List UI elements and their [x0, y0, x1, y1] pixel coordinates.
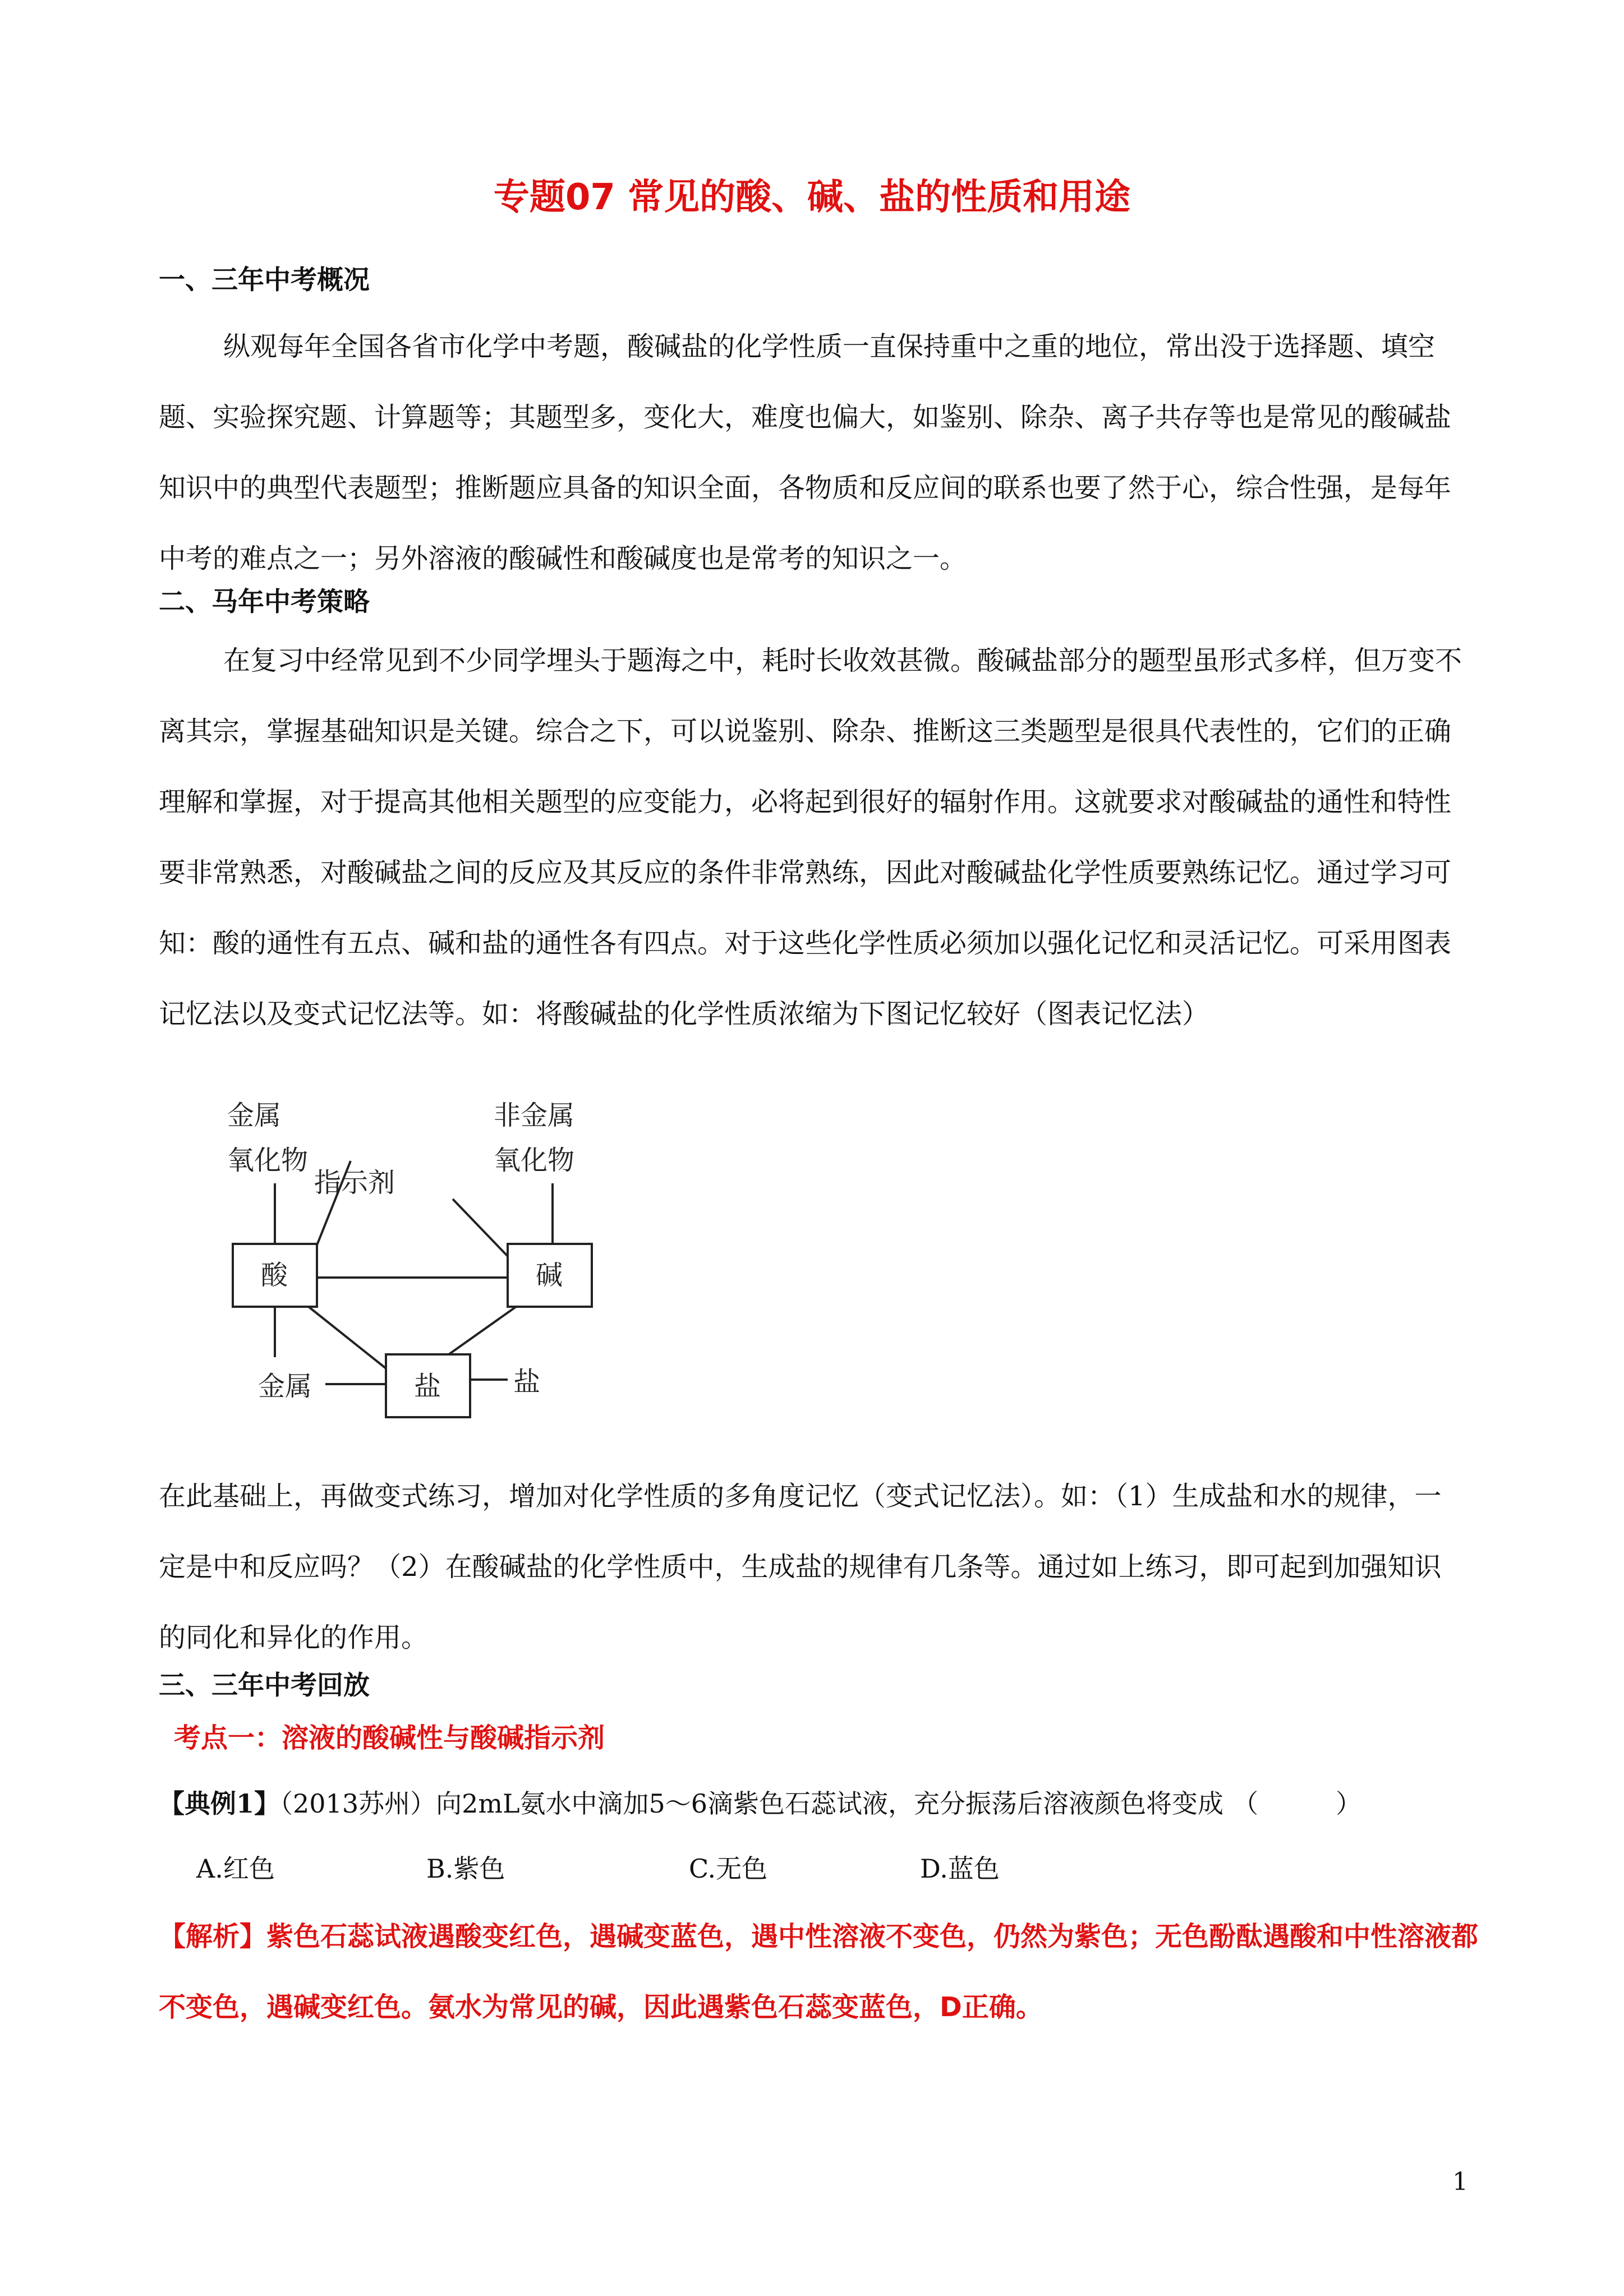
after-diagram-paragraph: 在此基础上，再做变式练习，增加对化学性质的多角度记忆（变式记忆法）。如：（1）生成盐和水的规律，一定是中和反应吗？（2）在酸碱盐的化学性质中，生成盐的规律有几条等。通过如上练习，即可起到加强知识的同化和异化的作用。 [159, 1481, 1442, 1653]
section-heading-strategy: 二、马年中考策略 [159, 587, 370, 617]
label-salt-right: 盐 [513, 1366, 541, 1398]
label-acid: 酸 [261, 1260, 288, 1291]
section-heading-overview: 一、三年中考概况 [159, 265, 370, 296]
option-d: D.蓝色 [920, 1854, 1000, 1884]
kaodian-heading: 考点一：溶液的酸碱性与酸碱指示剂 [174, 1722, 605, 1754]
example-text: （2013苏州）向2mL氨水中滴加5～6滴紫色石蕊试液，充分振荡后溶液颜色将变成 [280, 1788, 1224, 1819]
page-number: 1 [1452, 2168, 1468, 2196]
label-nonmetal-oxide: 氧化物 [494, 1145, 575, 1176]
option-c: C.无色 [689, 1854, 768, 1884]
analysis-tag: 【解析】 [159, 1921, 267, 1952]
label-base: 碱 [536, 1260, 563, 1291]
section-heading-review: 三、三年中考回放 [159, 1670, 370, 1701]
option-a: A.红色 [196, 1854, 275, 1884]
acid-base-salt-diagram [202, 1077, 628, 1441]
label-nonmetal: 非金属 [494, 1100, 575, 1131]
overview-paragraph: 纵观每年全国各省市化学中考题，酸碱盐的化学性质一直保持重中之重的地位，常出没于选择题、填空题、实验探究题、计算题等；其题型多，变化大，难度也偏大，如鉴别、除杂、离子共存等也是常见的酸碱盐知识中的典型代表题型；推断题应具备的知识全面，各物质和反应间的联系也要了然于心，综合性强，是每年中考的难点之一；另外溶液的酸碱性和酸碱度也是常考的知识之一。 [159, 331, 1452, 574]
strategy-paragraph: 在复习中经常见到不少同学埋头于题海之中，耗时长收效甚微。酸碱盐部分的题型虽形式多样，但万变不离其宗，掌握基础知识是关键。综合之下，可以说鉴别、除杂、推断这三类题型是很具代表性的，它们的正确理解和掌握，对于提高其他相关题型的应变能力，必将起到很好的辐射作用。这就要求对酸碱盐的通性和特性要非常熟悉，对酸碱盐之间的反应及其反应的条件非常熟练，因此对酸碱盐化学性质要熟练记忆。通过学习可知：酸的通性有五点、碱和盐的通性各有四点。对于这些化学性质必须加以强化记忆和灵活记忆。可采用图表记忆法以及变式记忆法等。如：将酸碱盐的化学性质浓缩为下图记忆较好（图表记忆法） [159, 645, 1462, 1030]
analysis-text: 紫色石蕊试液遇酸变红色，遇碱变蓝色，遇中性溶液不变色，仍然为紫色；无色酚酞遇酸和中性溶液都不变色，遇碱变红色。氨水为常见的碱，因此遇紫色石蕊变蓝色，D正确。 [159, 1921, 1479, 2023]
answer-blank: （ ） [1232, 1788, 1362, 1819]
analysis-paragraph [159, 1901, 1488, 2043]
option-b: B.紫色 [426, 1854, 505, 1884]
page-title: 专题07 常见的酸、碱、盐的性质和用途 [493, 177, 1131, 218]
label-metal: 金属 [227, 1100, 282, 1131]
label-salt: 盐 [414, 1371, 441, 1402]
example-tag: 【典例1】 [159, 1788, 280, 1819]
label-metal-bottom: 金属 [258, 1371, 312, 1402]
label-metal-oxide: 氧化物 [227, 1145, 309, 1176]
example-question [159, 1783, 1466, 1820]
label-indicator: 指示剂 [314, 1167, 395, 1198]
